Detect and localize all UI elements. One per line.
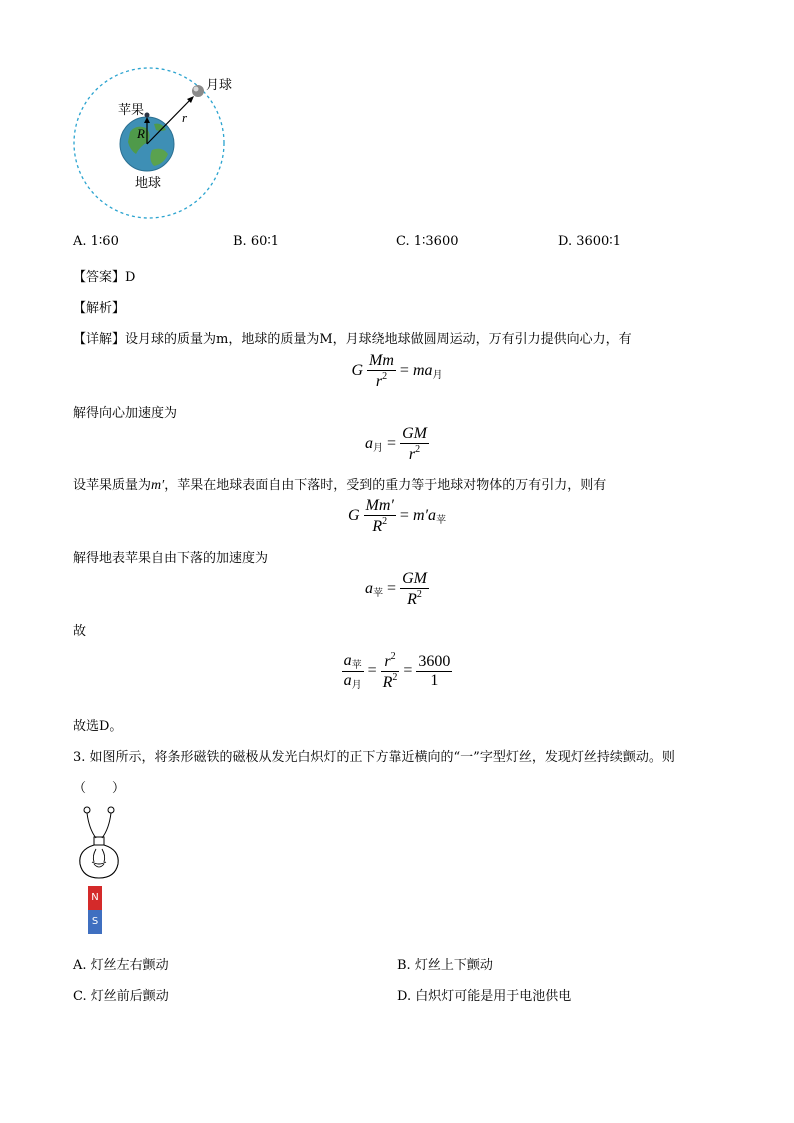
question-3-paren: （ ） <box>73 781 126 796</box>
q3-option-d: D. 白炽灯可能是用于电池供电 <box>397 989 572 1004</box>
therefore-text: 故 <box>73 624 87 639</box>
R-label: R <box>137 126 145 141</box>
magnet-south-pole: S <box>88 910 102 934</box>
solve-centripetal-text: 解得向心加速度为 <box>73 406 178 421</box>
question-3-stem: 3. 如图所示，将条形磁铁的磁极从发光白炽灯的正下方靠近横向的“一”字型灯丝，发现灯丝持续颤动。则 <box>73 750 675 765</box>
equation-4: $a_苹$ = $\frac{GM}{R^2}$ <box>365 570 427 608</box>
moon-icon <box>192 85 204 97</box>
analysis-line: 【解析】 <box>73 301 126 316</box>
equation-1: G $\frac{Mm}{r^2}$ = $ma_月$ <box>351 352 443 390</box>
option-d: D. 3600∶1 <box>558 234 621 249</box>
q3-option-b: B. 灯丝上下颤动 <box>397 958 493 973</box>
detail-line: 【详解】设月球的质量为m，地球的质量为M，月球绕地球做圆周运动，万有引力提供向心力，有 <box>73 332 632 347</box>
solve-apple-text: 解得地表苹果自由下落的加速度为 <box>73 551 269 566</box>
apple-mass-text: 设苹果质量为m′，苹果在地球表面自由下落时，受到的重力等于地球对物体的万有引力，则有 <box>73 478 607 493</box>
equation-5: $\frac{a_苹}{a_月}$ = $\frac{r^2}{R^2}$ = $\frac{3600}{1}$ <box>343 651 451 691</box>
equation-3: G $\frac{Mm'}{R^2}$ = $m'a_苹$ <box>347 497 447 535</box>
light-bulb-icon <box>72 804 132 939</box>
q3-option-a: A. 灯丝左右颤动 <box>73 958 169 973</box>
bar-magnet <box>88 886 102 934</box>
apple-label: 苹果 <box>118 103 145 118</box>
option-c: C. 1∶3600 <box>396 234 459 249</box>
answer-line: 【答案】D <box>73 270 136 285</box>
earth-label: 地球 <box>135 176 162 191</box>
moon-label: 月球 <box>206 78 233 93</box>
magnet-north-pole: N <box>88 886 102 910</box>
bulb-figure <box>72 804 132 939</box>
conclusion-text: 故选D。 <box>73 719 123 734</box>
r-label: r <box>182 110 188 125</box>
option-b: B. 60∶1 <box>233 234 280 249</box>
option-a: A. 1∶60 <box>73 234 119 249</box>
apple-icon <box>145 113 150 118</box>
equation-2: $a_月$ = $\frac{GM}{r^2}$ <box>365 425 427 463</box>
q3-option-c: C. 灯丝前后颤动 <box>73 989 169 1004</box>
